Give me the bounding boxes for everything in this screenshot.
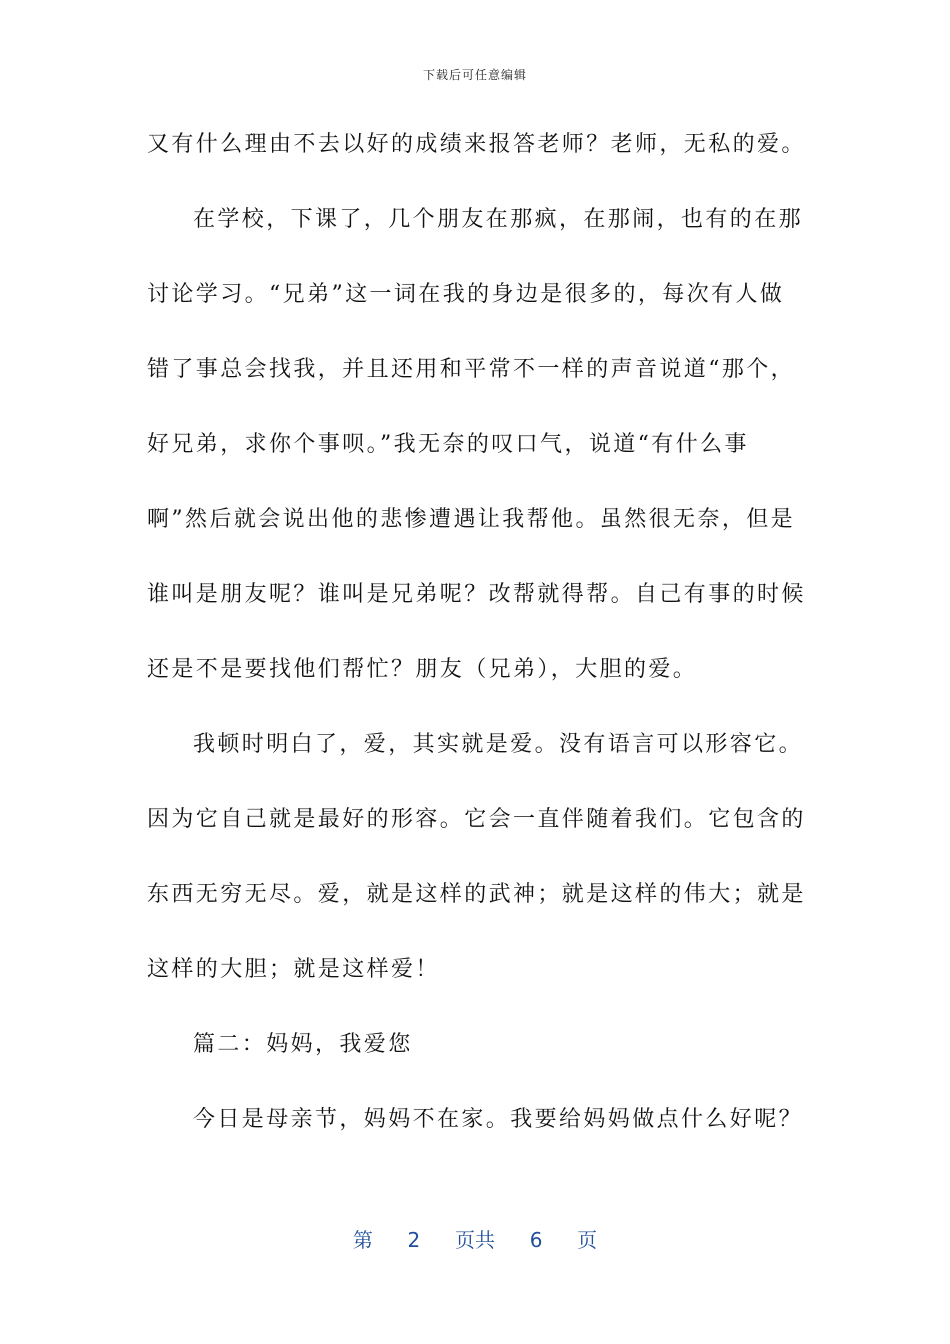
- section-heading: 篇二：妈妈，我爱您: [193, 1032, 413, 1057]
- text-line: 今日是母亲节，妈妈不在家。我要给妈妈做点什么好呢？: [193, 1107, 804, 1132]
- footer-prefix: 第: [352, 1228, 373, 1252]
- page-footer: [0, 1224, 950, 1253]
- text-line: 这样的大胆；就是这样爱！: [147, 957, 440, 982]
- footer-middle: 页共: [455, 1228, 495, 1252]
- text-line: 我顿时明白了，爱，其实就是爱。没有语言可以形容它。: [193, 732, 804, 757]
- text-line: 啊”然后就会说出他的悲惨遭遇让我帮他。虽然很无奈，但是: [147, 507, 796, 532]
- text-line: 东西无穷无尽。爱，就是这样的武神；就是这样的伟大；就是: [147, 882, 806, 907]
- text-line: 讨论学习。“兄弟”这一词在我的身边是很多的，每次有人做: [147, 282, 785, 307]
- text-line: 还是不是要找他们帮忙？朋友（兄弟），大胆的爱。: [147, 657, 698, 682]
- text-line: 错了事总会找我，并且还用和平常不一样的声音说道“那个，: [147, 357, 796, 382]
- page-header: 下载后可任意编辑: [422, 68, 527, 82]
- text-line: 在学校，下课了，几个朋友在那疯，在那闹，也有的在那: [193, 207, 804, 232]
- text-line: 又有什么理由不去以好的成绩来报答老师？老师，无私的爱。: [147, 132, 806, 157]
- text-line: 因为它自己就是最好的形容。它会一直伴随着我们。它包含的: [147, 807, 806, 832]
- text-line: 谁叫是朋友呢？谁叫是兄弟呢？改帮就得帮。自己有事的时候: [147, 582, 806, 607]
- current-page-number: 2: [407, 1228, 421, 1252]
- total-pages-number: 6: [529, 1228, 543, 1252]
- footer-suffix: 页: [577, 1228, 598, 1252]
- document-body: [147, 120, 807, 1170]
- text-line: 好兄弟，求你个事呗。”我无奈的叹口气，说道“有什么事: [147, 432, 749, 457]
